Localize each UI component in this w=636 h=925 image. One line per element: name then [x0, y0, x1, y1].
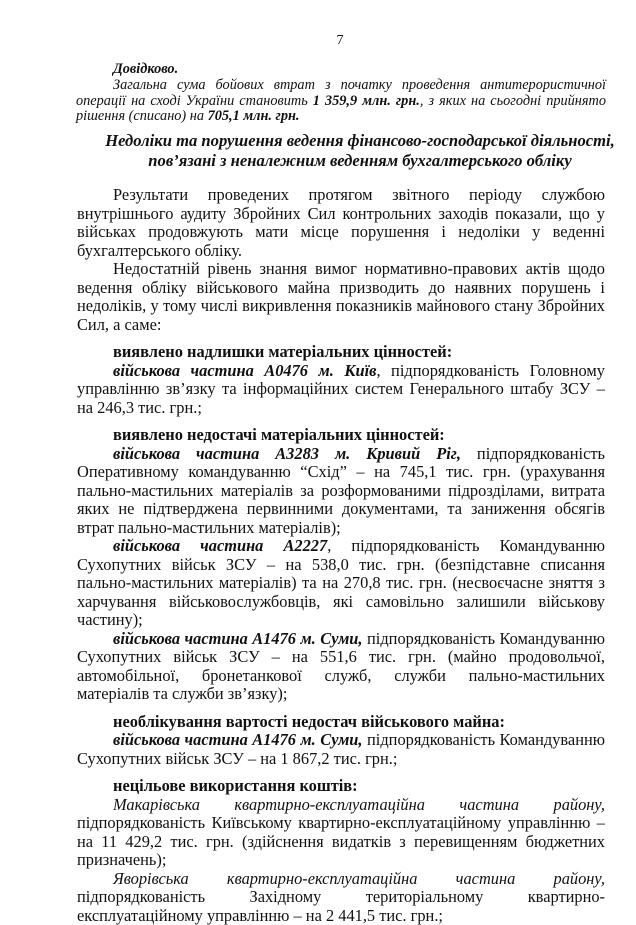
finding-item [77, 445, 605, 538]
finding-text: підпорядкованість Західному територіальному квартирно-експлуатаційному управлінню – на 2 441,5 тис. грн.; [77, 887, 605, 925]
finding-unit: Яворівська квартирно-експлуатаційна частина району, [113, 869, 605, 888]
group-title-unrecorded-shortages: необлікування вартості недостач військового майна: [77, 713, 605, 732]
section-heading-line-1: Недоліки та порушення ведення фінансово-господарської діяльності, [90, 131, 630, 151]
finding-text: підпорядкованість Командуванню Сухопутних військ ЗСУ – на 1 867,2 тис. грн.; [77, 730, 605, 768]
section-heading [90, 131, 630, 171]
document-body [77, 186, 605, 925]
intro-paragraph-2: Недостатній рівень знання вимог нормативно-правових актів щодо ведення обліку військового майна призводить до наявних порушень і недоліків, у тому числі викривлення показників майнового стану Збройних Сил, а саме: [77, 260, 605, 334]
section-heading-line-2: пов’язані з неналежним веденням бухгалтерського обліку [90, 151, 630, 171]
note-paragraph [76, 78, 606, 125]
reference-note [76, 62, 606, 125]
finding-item [77, 537, 605, 630]
finding-item [77, 796, 605, 870]
finding-item [77, 362, 605, 418]
finding-unit: військова частина А3283 м. Кривий Ріг, [113, 444, 461, 463]
note-amount-written-off: 705,1 млн. грн. [208, 108, 300, 124]
finding-item [77, 630, 605, 704]
note-text-1: Загальна сума бойових втрат з початку проведення антитерористичної операції на сході України становить [76, 77, 606, 109]
note-text-2: , з яких на сьогодні прийнято рішення (списано) на [76, 93, 606, 125]
finding-unit: військова частина А0476 м. Київ [113, 361, 376, 380]
finding-unit: військова частина А2227 [113, 536, 327, 555]
page-number: 7 [0, 33, 636, 49]
group-title-shortages: виявлено недостачі матеріальних цінностей: [77, 426, 605, 445]
finding-item [77, 731, 605, 768]
finding-text: підпорядкованість Оперативному командуванню “Схід” – на 745,1 тис. грн. (урахування пально-мастильних матеріалів за розформованими підрозділами, витрата яких не підтверджена первинними документами, та заниження обсягів втрат пально-мастильних матеріалів); [77, 444, 605, 537]
finding-unit: Макарівська квартирно-експлуатаційна частина району, [113, 795, 605, 814]
note-title: Довідково. [76, 62, 606, 78]
group-title-surpluses: виявлено надлишки матеріальних цінностей: [77, 343, 605, 362]
note-amount-total: 1 359,9 млн. грн. [313, 93, 420, 109]
finding-item [77, 870, 605, 925]
finding-text: підпорядкованість Командуванню Сухопутних військ ЗСУ – на 551,6 тис. грн. (майно продовольчої, автомобільної, бронетанкової служб, служби пально-мастильних матеріалів та служби зв’язку); [77, 629, 605, 704]
finding-text: підпорядкованість Київському квартирно-експлуатаційному управлінню – на 11 429,2 тис. грн. (здійснення видатків з перевищенням бюджетних призначень); [77, 813, 605, 869]
finding-unit: військова частина А1476 м. Суми, [113, 730, 363, 749]
finding-unit: військова частина А1476 м. Суми, [113, 629, 363, 648]
group-title-misuse-of-funds: нецільове використання коштів: [77, 777, 605, 796]
finding-text: , підпорядкованість Головному управлінню зв’язку та інформаційних систем Генерального штабу ЗСУ – на 246,3 тис. грн.; [77, 361, 605, 417]
finding-text: , підпорядкованість Командуванню Сухопутних військ ЗСУ – на 538,0 тис. грн. (безпідставне списання пально-мастильних матеріалів) та на 270,8 тис. грн. (несвоєчасне зняття з харчування військовослужбовців, які самовільно залишили військову частину); [77, 536, 605, 629]
intro-paragraph-1: Результати проведених протягом звітного періоду службою внутрішнього аудиту Збройних Сил контрольних заходів показали, що у військах продовжують мати місце порушення і недоліки у веденні бухгалтерського обліку. [77, 186, 605, 260]
